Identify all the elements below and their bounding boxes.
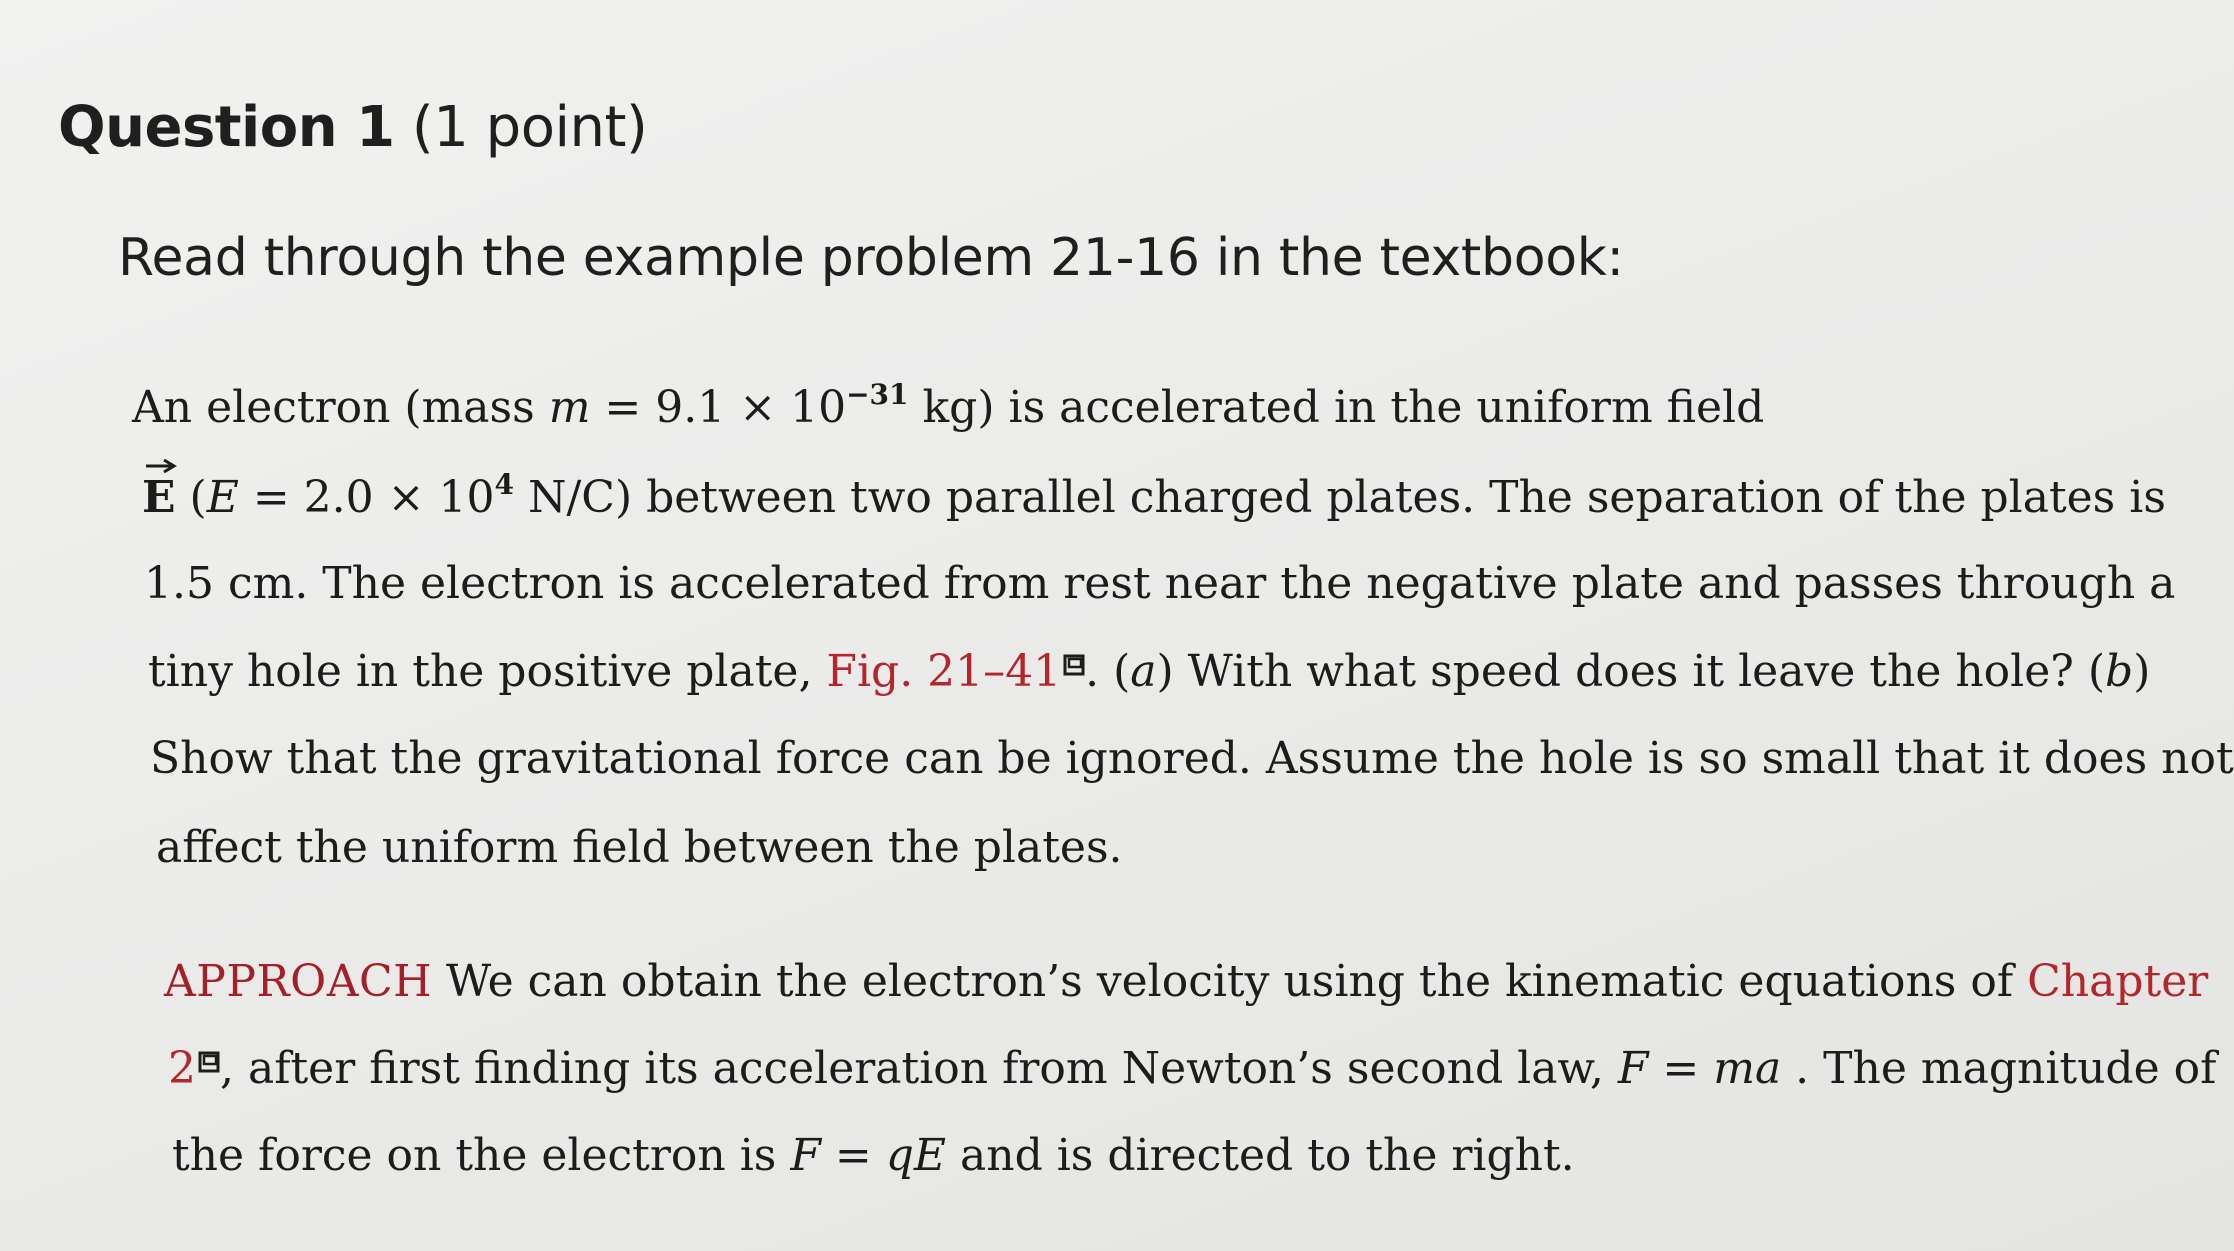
text-run: . The magnitude of (1781, 1043, 2217, 1094)
math-var: m (548, 382, 591, 433)
text-run: = 2.0 × 10 (238, 472, 495, 523)
text-run: ) (2133, 646, 2151, 697)
approach-line-1 (164, 956, 2208, 1007)
approach-label: APPROACH (164, 956, 432, 1007)
part-label: b (2105, 646, 2134, 697)
approach-line-2 (168, 1043, 2216, 1094)
part-label: a (1130, 646, 1157, 697)
external-link-icon[interactable] (1063, 654, 1085, 676)
problem-line-6: affect the uniform field between the plates. (156, 822, 1123, 873)
text-run: . ( (1085, 646, 1131, 697)
math-var: F (1617, 1043, 1649, 1094)
chapter-link-number[interactable]: 2 (168, 1043, 196, 1094)
question-intro: Read through the example problem 21-16 in the textbook: (118, 228, 1624, 288)
text-run: We can obtain the electron’s velocity using the kinematic equations of (432, 956, 2028, 1007)
math-op: = (1648, 1043, 1714, 1094)
question-header (58, 95, 647, 160)
figure-link[interactable]: Fig. 21–41 (826, 646, 1062, 697)
math-var: F (790, 1130, 821, 1181)
text-run: the force on the electron is (172, 1130, 791, 1181)
math-var: E (206, 472, 239, 523)
text-run: N/C) between two parallel charged plates. The separation of the plates is (513, 472, 2166, 523)
math-var: qE (885, 1130, 947, 1181)
problem-line-3: 1.5 cm. The electron is accelerated from rest near the negative plate and passes through a (144, 558, 2176, 609)
question-title: Question 1 (58, 95, 395, 160)
approach-line-3 (172, 1130, 1575, 1181)
text-run: = 9.1 × 10 (590, 382, 847, 433)
vector-arrow-icon (144, 458, 178, 474)
chapter-link[interactable]: Chapter (2027, 956, 2209, 1007)
text-run: kg) is accelerated in the uniform field (908, 382, 1765, 433)
problem-line-2 (142, 468, 2166, 523)
text-run: tiny hole in the positive plate, (148, 646, 827, 697)
text-run: ) With what speed does it leave the hole? ( (1156, 646, 2106, 697)
text-run: and is directed to the right. (946, 1130, 1575, 1181)
problem-line-5: Show that the gravitational force can be ignored. Assume the hole is so small that it does not (150, 733, 2234, 784)
exponent: 4 (494, 468, 514, 501)
text-run: , after first finding its acceleration from Newton’s second law, (220, 1043, 1618, 1094)
external-link-icon[interactable] (198, 1051, 220, 1073)
text-run: ( (175, 472, 207, 523)
problem-line-1 (132, 378, 1764, 433)
question-points: (1 point) (411, 95, 648, 160)
math-op: = (820, 1130, 886, 1181)
exponent: −31 (846, 378, 909, 411)
vector-e (142, 472, 176, 523)
math-var: ma (1713, 1043, 1782, 1094)
text-run: An electron (mass (132, 382, 549, 433)
vector-letter: E (142, 472, 176, 523)
problem-line-4 (148, 646, 2150, 697)
